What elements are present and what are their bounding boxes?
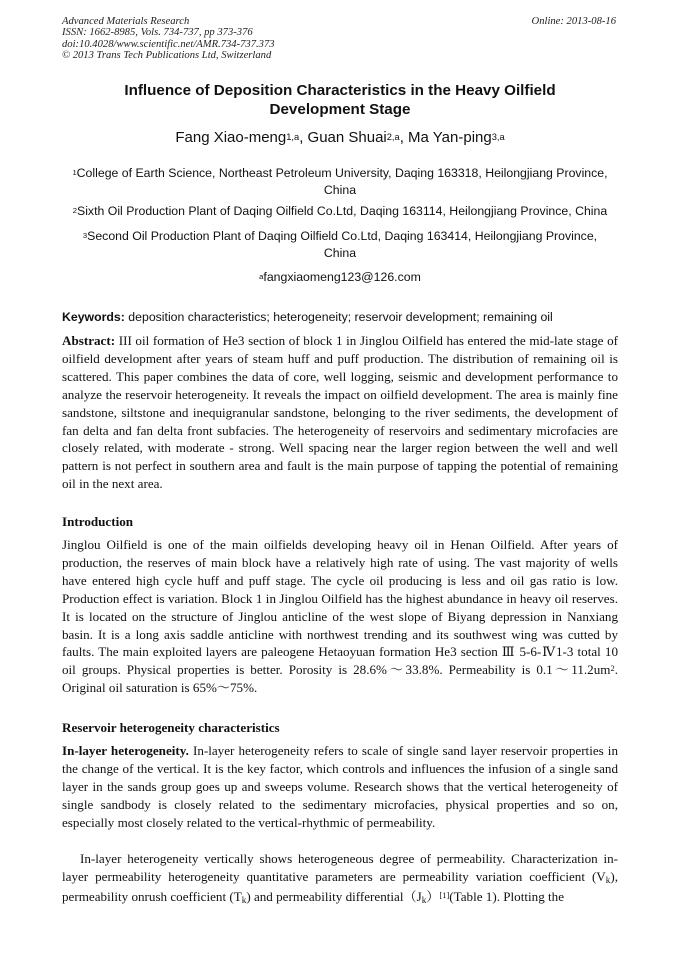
subscript: k	[605, 875, 611, 886]
affiliation-superscript: 1	[72, 168, 77, 178]
author-name: Guan Shuai	[307, 129, 387, 146]
affiliation-text-cont: China	[323, 246, 357, 260]
introduction-heading: Introduction	[62, 514, 134, 529]
online-date: Online: 2013-08-16	[531, 16, 616, 27]
introduction-paragraph	[62, 536, 618, 697]
contact-email	[62, 269, 618, 286]
in-layer-text: In-layer heterogeneity refers to scale of single sand layer reservoir properties in the change of the vertical. It is the key factor, which controls and influences the infusion of a single sand layer in the sands group goes up and sweeps volume. Research shows that the vertical heterogeneity of single sandbody is closely related to the sedimentary microfacies, physical properties and so on, especially most closely related to the vertical-rhythmic of permeability.	[62, 743, 618, 830]
doi-line: doi:10.4028/www.scientific.net/AMR.734-737.373	[62, 38, 275, 50]
affiliation-1	[62, 165, 618, 199]
abstract	[62, 332, 618, 493]
affiliation-3	[62, 228, 618, 262]
keywords-text: deposition characteristics; heterogeneity; reservoir development; remaining oil	[128, 310, 553, 324]
author-name: Ma Yan-ping	[408, 129, 492, 146]
affiliation-text: Second Oil Production Plant of Daqing Oilfield Co.Ltd, Daqing 163414, Heilongjiang Province,	[87, 229, 598, 243]
in-layer-paragraph	[62, 742, 618, 832]
email-address: fangxiaomeng123@126.com	[263, 270, 421, 284]
introduction-text-end: . Original oil saturation is 65%～75%.	[62, 662, 618, 696]
paragraph-text: (Table 1). Plotting the	[449, 888, 565, 904]
in-layer-label: In-layer heterogeneity.	[62, 743, 189, 758]
abstract-text: III oil formation of He3 section of block 1 in Jinglou Oilfield has entered the mid-late stage of oilfield development after years of steam huff and puff production. The distribution of remaining oil is scattered. This paper combines the data of core, well logging, seismic and development performance to analyze the reservoir heterogeneity. It reveals the impact on oilfield development. The area is mainly fine sandstone, siltstone and inequigranular sandstone, belonging to the river sediments, the development of fan delta and fan delta front subfacies. The heterogeneity of reservoirs and sedimentary microfacies are closely related, with moderate - strong. Well spacing near the larger region between the well and well pattern is not perfect in southern area and fault is the main purpose of tapping the potential of remaining oil in the next area.	[62, 333, 618, 492]
journal-name: Advanced Materials Research	[62, 16, 190, 27]
paragraph-text: In-layer heterogeneity vertically shows heterogeneous degree of permeability. Characterization in-layer permeability heterogeneity quantitative parameters are permeability variation coefficient (V	[62, 851, 618, 884]
title-line-2: Development Stage	[269, 101, 411, 118]
introduction-text: Jinglou Oilfield is one of the main oilfields developing heavy oil in Henan Oilfield. After years of production, the reserves of main block have a relatively high rate of using. The vast majority of wells have entered high cycle huff and puff stage. The cycle oil producing is less and oil gas ratio is low. Production effect is variation. Block 1 in Jinglou Oilfield has the highest abundance in heavy oil reserves. It is located on the structure of Jinglou anticline of the west slope of Biyang depression in Nanxiang basin. It is a long axis saddle anticline with northwest trending and its southwest wing was cutted by faults. The main exploited layers are paleogene Hetaoyuan formation He3 section Ⅲ 5-6-Ⅳ1-3 total 10 oil groups. Physical properties is better. Porosity is 28.6%～33.8%. Permeability is 0.1～11.2um	[62, 537, 618, 678]
author-superscript: 1,a	[286, 132, 300, 143]
paragraph-text: ) and permeability differential（J	[246, 888, 422, 904]
author-name: Fang Xiao-meng	[175, 129, 287, 146]
paragraph-text: ), permeability onrush coefficient (T	[62, 868, 618, 904]
affiliation-superscript: 3	[82, 231, 88, 241]
citation-reference: [1]	[439, 889, 450, 900]
author-superscript: 2,a	[386, 132, 400, 143]
title-line-1: Influence of Deposition Characteristics in the Heavy Oilfield	[124, 82, 556, 99]
keywords	[62, 309, 618, 326]
author-superscript: 3,a	[491, 132, 505, 143]
unit-superscript: 2	[610, 663, 615, 674]
email-superscript: a	[259, 272, 264, 282]
affiliation-2	[62, 203, 618, 220]
copyright-line: © 2013 Trans Tech Publications Ltd, Switzerland	[62, 49, 272, 61]
abstract-label: Abstract:	[62, 333, 116, 348]
affiliation-text: College of Earth Science, Northeast Petroleum University, Daqing 163318, Heilongjiang Province,	[76, 166, 608, 180]
reservoir-heading: Reservoir heterogeneity characteristics	[62, 720, 280, 735]
subscript: k	[241, 895, 247, 906]
author-list: Fang Xiao-meng$^{1,a}$, Guan Shuai$^{2,a}$, Ma Yan-ping$^{3,a}$	[175, 129, 505, 146]
paper-title	[62, 81, 618, 119]
affiliation-text: Sixth Oil Production Plant of Daqing Oilfield Co.Ltd, Daqing 163114, Heilongjiang Province, China	[77, 204, 608, 218]
issn-line: ISSN: 1662-8985, Vols. 734-737, pp 373-376	[62, 27, 253, 39]
paragraph-text: ）	[426, 888, 440, 904]
in-layer-paragraph-2	[62, 850, 618, 908]
affiliation-text-cont: China	[323, 183, 357, 197]
affiliation-superscript: 2	[72, 206, 77, 216]
subscript: k	[421, 895, 427, 906]
keywords-label: Keywords:	[62, 310, 125, 324]
